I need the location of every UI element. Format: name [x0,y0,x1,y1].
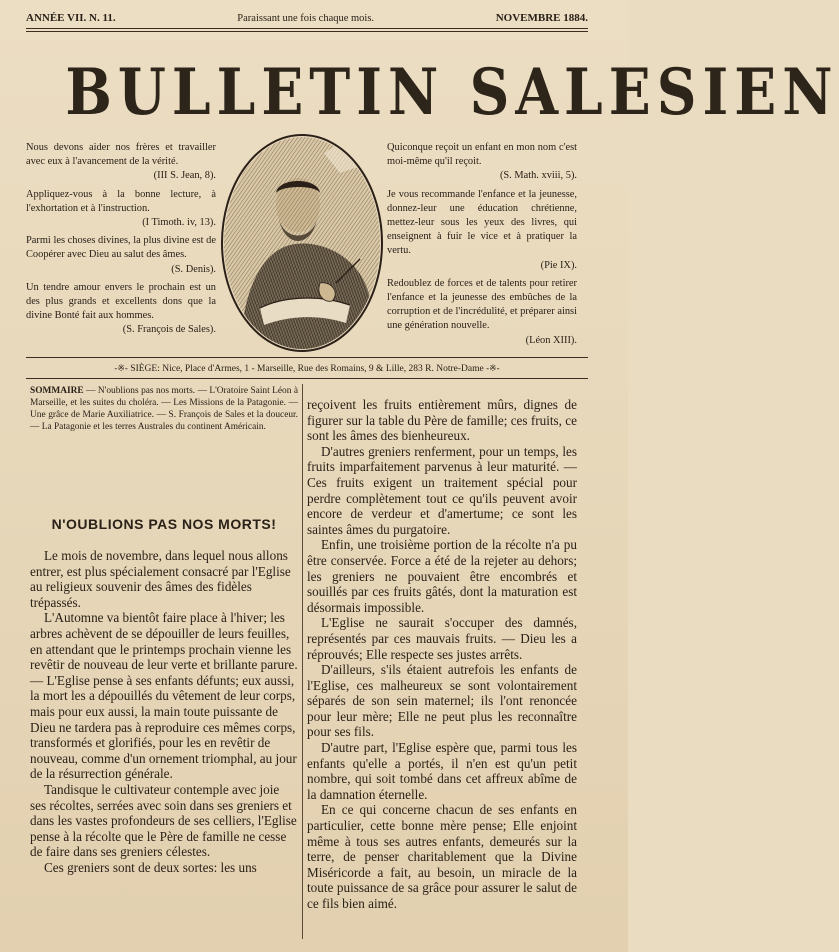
issue-date: NOVEMBRE 1884. [495,12,588,24]
quote-left-1: Nous devons aider nos frères et travailler avec eux à l'avancement de la vérité. (III S. Jean, 8). [26,142,216,182]
siege-line [26,360,588,376]
issue-line [26,10,588,26]
paragraph: D'autres greniers renferment, pour un temps, les fruits imparfaitement parvenus à leur maturité. — Ces fruits exigent un traitement spécial pour perdre complètement tout ce qu'ils peuvent avoir encore de verdeur et d'amertume; ce sont les saintes âmes du purgatoire. [307,443,577,537]
paragraph: L'Eglise ne saurait s'occuper des damnés, représentés par ces mauvais fruits. — Dieu les a réprouvés; Elle respecte ses justes arrêts. [307,615,577,662]
quote-left-3: Parmi les choses divines, la plus divine est de Coopérer avec Dieu au salut des âmes. (S. Denis). [26,235,216,275]
sommaire-box [30,385,298,433]
paragraph: Ces greniers sont de deux sortes: les uns [44,859,257,875]
quote-right-1: Quiconque reçoit un enfant en mon nom c'est moi-même qu'il reçoit. (S. Math. xviii, 5). [387,142,577,182]
sommaire-text: — N'oublions pas nos morts. — L'Oratoire Saint Léon à Marseille, et les suites du choléra. — Les Missions de la Patagonie. — Une grâce de Marie Auxiliatrice. — S. François de Sales et la douceur. — La Patagonie et les terres Australes du continent Américain. [30,386,298,432]
ornament-right-icon: -※- [486,363,500,373]
article-right-column [307,397,577,912]
frequency-note: Paraissant une fois chaque mois. [237,12,375,24]
paragraph: Tandisque le cultivateur contemple avec joie ses récoltes, serrées avec soin dans ses greniers et dans les vastes profondeurs de ses celliers, l'Eglise pense à la récolte que le Père de famille ne cesse de faire dans ses greniers célestes. [30,781,297,860]
paragraph: En ce qui concerne chacun de ses enfants en particulier, cette bonne mère pense; Elle enjoint même à tous ses autres enfants, demeurés sur la terre, de penser charitablement que la Divine Miséricorde a fait, au besoin, un miracle de la toute puissance de sa grâce pour assurer le salut de ce fils bien aimé. [307,802,577,911]
quote-right-2: Je vous recommande l'enfance et la jeunesse, donnez-leur une éducation chrétienne, mettez-leur sous les yeux des livres, qui enseignent à fuir le vice et à pratiquer la vertu. (Pie IX). [387,188,577,271]
siege-text: SIÈGE: Nice, Place d'Armes, 1 - Marseille, Rue des Romains, 9 & Lille, 283 R. Notre-Dame [130,364,484,374]
paragraph: D'autre part, l'Eglise espère que, parmi tous les enfants qu'elle a portés, il n'en est qu'un petit nombre, qui soit tombé dans cet affreux abîme de la damnation éternelle. [307,740,577,802]
column-divider [302,384,303,939]
quotes-right [387,141,577,352]
ornament-left-icon: -※- [114,363,128,373]
paragraph: L'Automne va bientôt faire place à l'hiver; les arbres achèvent de se dépouiller de leurs feuilles, en attendant que le printemps prochain vienne les revêtir de nouveau de leur verte et brillante parure. — L'Eglise pense à ses enfants défunts; eux aussi, la mort les a dépouillés du vêtement de leur corps, mais pour eux aussi, la main toute puissante de Dieu ne tardera pas à reproduire ces mêmes corps, transformés et glorifiés, pour les en revêtir de nouveau, comme d'un ornement triomphal, au jour de la résurrection générale. [30,610,298,782]
paragraph: Le mois de novembre, dans lequel nous allons entrer, est plus spécialement consacré par l'Eglise au religieux souvenir des âmes des fidèles trépassés. [30,548,291,610]
paragraph: Enfin, une troisième portion de la récolte n'a pu être conservée. Force a été de la rejeter au dehors; les greniers ne pouvaient être encombrés et souillés par ces fruits gâtés, dont la maturation est désormais impossible. [307,537,577,615]
article-title: N'OUBLIONS PAS NOS MORTS! [51,516,277,532]
top-rule-double [26,31,588,32]
top-rule [26,28,588,29]
quote-left-2: Appliquez-vous à la bonne lecture, à l'exhortation et à l'instruction. (I Timoth. iv, 13). [26,188,216,229]
quote-right-3: Redoublez de forces et de talents pour retirer l'enfance et la jeunesse des embûches de la corruption et de l'incrédulité, et préparer ainsi une génération nouvelle. (Léon XIII). [387,277,577,346]
sommaire-label: SOMMAIRE [30,386,84,396]
paragraph: D'ailleurs, s'ils étaient autrefois les enfants de l'Eglise, ces malheureux se sont volontairement séparés de son sein maternel; ils l'ont renoncée pour leur mère; Elle ne peut plus les reconnaître pour ses fils. [307,662,577,740]
quote-left-4: Un tendre amour envers le prochain est un des plus grands et excellents dons que la divine Bonté fait aux hommes. (S. François de Sales). [26,281,216,336]
siege-rule-top [26,357,588,358]
siege-rule-bottom [26,378,588,379]
year-issue: ANNÉE VII. N. 11. [26,12,116,24]
saint-portrait [220,133,384,353]
quotes-left [26,141,216,342]
article-left-column [30,548,298,875]
masthead-title: BULLETIN SALESIEN [65,55,839,130]
paragraph: reçoivent les fruits entièrement mûrs, dignes de figurer sur la table du Père de famille; ces fruits, ce sont les âmes des bienheureux. [307,397,577,444]
